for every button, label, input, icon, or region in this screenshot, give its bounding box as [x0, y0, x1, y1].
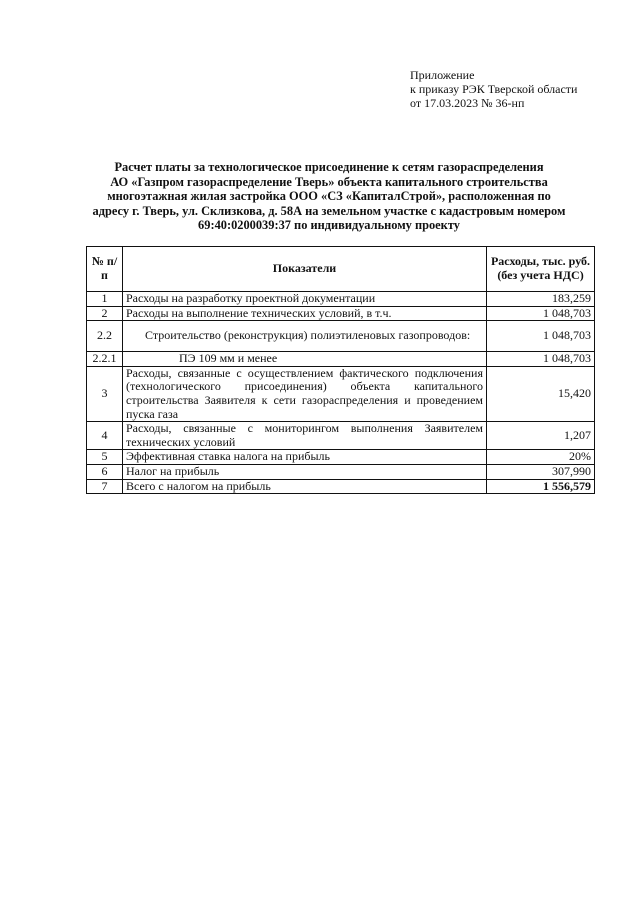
- appendix-block: [410, 68, 577, 110]
- table-row: [87, 464, 595, 479]
- table-row-total: [87, 479, 595, 494]
- row-value-total: 1 556,579: [487, 479, 595, 494]
- row-num: 2.2: [87, 321, 123, 352]
- row-indicator: Расходы, связанные с осуществлением фактического подключения (технологического присоединения) объекта капитального строительства Заявителя к сети газораспределения и проведением пуска газа: [123, 366, 487, 421]
- row-num: 4: [87, 422, 123, 450]
- table-row: [87, 321, 595, 352]
- row-indicator: Всего с налогом на прибыль: [123, 479, 487, 494]
- table-header-row: [87, 247, 595, 292]
- header-indicator: Показатели: [123, 247, 487, 292]
- row-num: 2.2.1: [87, 352, 123, 367]
- row-indicator: Строительство (реконструкция) полиэтиленовых газопроводов:: [123, 321, 487, 352]
- row-num: 6: [87, 464, 123, 479]
- row-indicator: Расходы на выполнение технических условий, в т.ч.: [123, 306, 487, 321]
- table-row: [87, 352, 595, 367]
- row-value: 1 048,703: [487, 306, 595, 321]
- table-row: [87, 450, 595, 465]
- row-value: 1 048,703: [487, 352, 595, 367]
- title-line: Расчет платы за технологическое присоединение к сетям газораспределения: [114, 160, 544, 174]
- row-indicator: ПЭ 109 мм и менее: [123, 352, 487, 367]
- title-line: АО «Газпром газораспределение Тверь» объекта капитального строительства: [110, 174, 548, 189]
- header-expenses: Расходы, тыс. руб. (без учета НДС): [487, 247, 595, 292]
- row-num: 5: [87, 450, 123, 465]
- row-value: 183,259: [487, 292, 595, 307]
- appendix-line: Приложение: [410, 68, 475, 82]
- row-indicator: Расходы, связанные с мониторингом выполнения Заявителем технических условий: [123, 422, 487, 450]
- row-value: 1 048,703: [487, 321, 595, 352]
- row-num: 2: [87, 306, 123, 321]
- appendix-line: от 17.03.2023 № 36-нп: [410, 96, 525, 110]
- title-line: многоэтажная жилая застройка ООО «СЗ «КапиталСтрой», расположенная по: [107, 189, 551, 204]
- row-num: 7: [87, 479, 123, 494]
- row-value: 15,420: [487, 366, 595, 421]
- row-value: 307,990: [487, 464, 595, 479]
- table-row: [87, 306, 595, 321]
- calculation-table: [86, 246, 595, 494]
- table-row: [87, 422, 595, 450]
- row-value: 1,207: [487, 422, 595, 450]
- document-title: [84, 160, 574, 233]
- row-indicator: Налог на прибыль: [123, 464, 487, 479]
- header-num: № п/п: [87, 247, 123, 292]
- row-num: 1: [87, 292, 123, 307]
- row-indicator: Расходы на разработку проектной документации: [123, 292, 487, 307]
- title-line: 69:40:0200039:37 по индивидуальному проекту: [198, 218, 460, 233]
- title-line: адресу г. Тверь, ул. Склизкова, д. 58А на земельном участке с кадастровым номером: [92, 203, 566, 218]
- row-num: 3: [87, 366, 123, 421]
- row-indicator: Эффективная ставка налога на прибыль: [123, 450, 487, 465]
- table-row: [87, 292, 595, 307]
- row-value: 20%: [487, 450, 595, 465]
- appendix-line: к приказу РЭК Тверской области: [410, 82, 578, 96]
- table-row: [87, 366, 595, 421]
